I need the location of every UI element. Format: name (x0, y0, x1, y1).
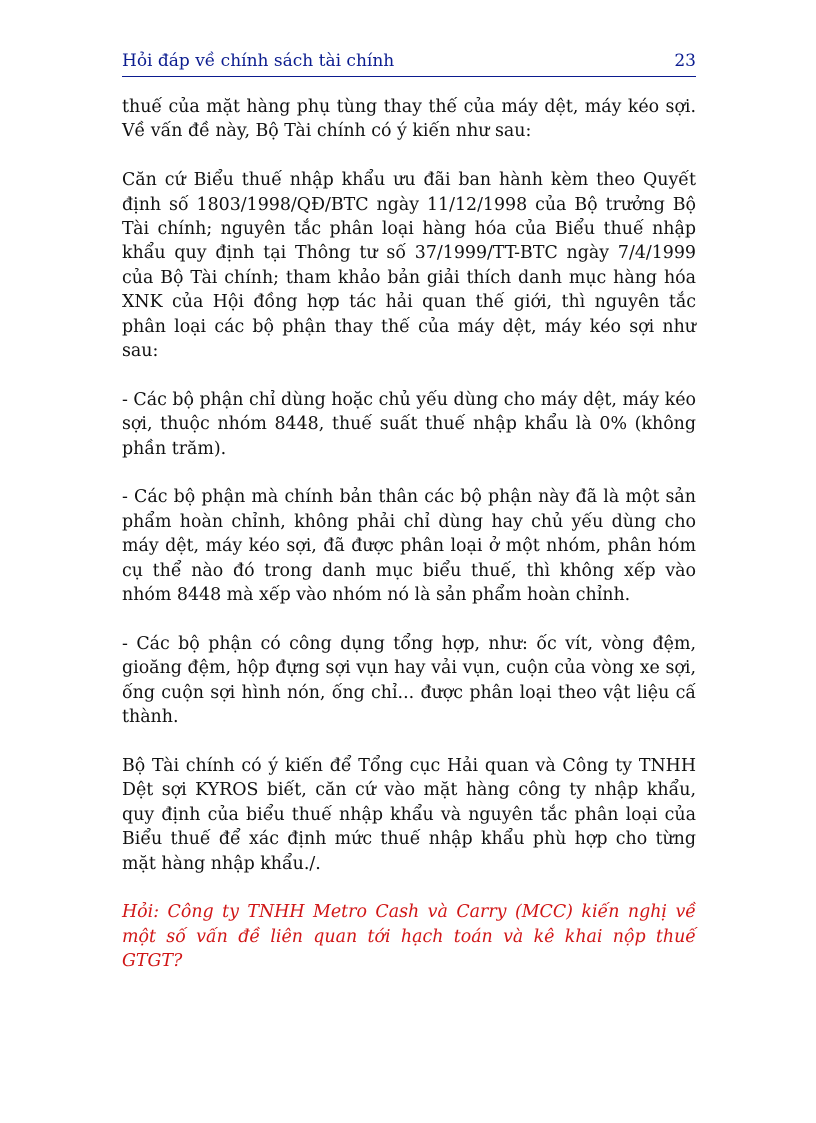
header-title: Hỏi đáp về chính sách tài chính (122, 51, 395, 71)
paragraph-continuation: thuế của mặt hàng phụ tùng thay thế của máy dệt, máy kéo sợi. Về vấn đề này, Bộ Tài chính có ý kiến như sau: (122, 97, 696, 142)
running-header (122, 48, 696, 77)
paragraph-conclusion: Bộ Tài chính có ý kiến để Tổng cục Hải quan và Công ty TNHH Dệt sợi KYROS biết, căn cứ vào mặt hàng công ty nhập khẩu, quy định của biểu thuế nhập khẩu và nguyên tắc phân loại của Biểu thuế để xác định mức thuế nhập khẩu phù hợp cho từng mặt hàng nhập khẩu./. (122, 755, 696, 874)
body-text (122, 95, 696, 974)
paragraph-rule-3: - Các bộ phận có công dụng tổng hợp, như: ốc vít, vòng đệm, gioăng đệm, hộp đựng sợi vụn hay vải vụn, cuộn của vòng xe sợi, ống cuộn sợi hình nón, ống chỉ... được phân loại theo vật liệu cấ thành. (122, 633, 696, 728)
question-paragraph: Hỏi: Công ty TNHH Metro Cash và Carry (MCC) kiến nghị về một số vấn đề liên quan tới hạch toán và kê khai nộp thuế GTGT? (122, 902, 696, 972)
page-number: 23 (674, 51, 696, 71)
paragraph-rule-1: - Các bộ phận chỉ dùng hoặc chủ yếu dùng cho máy dệt, máy kéo sợi, thuộc nhóm 8448, thuế suất thuế nhập khẩu là 0% (không phần trăm). (122, 389, 696, 459)
paragraph-legal-basis: Căn cứ Biểu thuế nhập khẩu ưu đãi ban hành kèm theo Quyết định số 1803/1998/QĐ/BTC ngày 11/12/1998 của Bộ trưởng Bộ Tài chính; nguyên tắc phân loại hàng hóa của Biểu thuế nhập khẩu quy định tại Thông tư số 37/1999/TT-BTC ngày 7/4/1999 của Bộ Tài chính; tham khảo bản giải thích danh mục hàng hóa XNK của Hội đồng hợp tác hải quan thế giới, thì nguyên tắc phân loại các bộ phận thay thế của máy dệt, máy kéo sợi như sau: (122, 170, 696, 362)
paragraph-rule-2: - Các bộ phận mà chính bản thân các bộ phận này đã là một sản phẩm hoàn chỉnh, không phải chỉ dùng hay chủ yếu dùng cho máy dệt, máy kéo sợi, đã được phân loại ở một nhóm, phân hóm cụ thể nào đó trong danh mục biểu thuế, thì không xếp vào nhóm 8448 mà xếp vào nhóm nó là sản phẩm hoàn chỉnh. (122, 487, 696, 606)
